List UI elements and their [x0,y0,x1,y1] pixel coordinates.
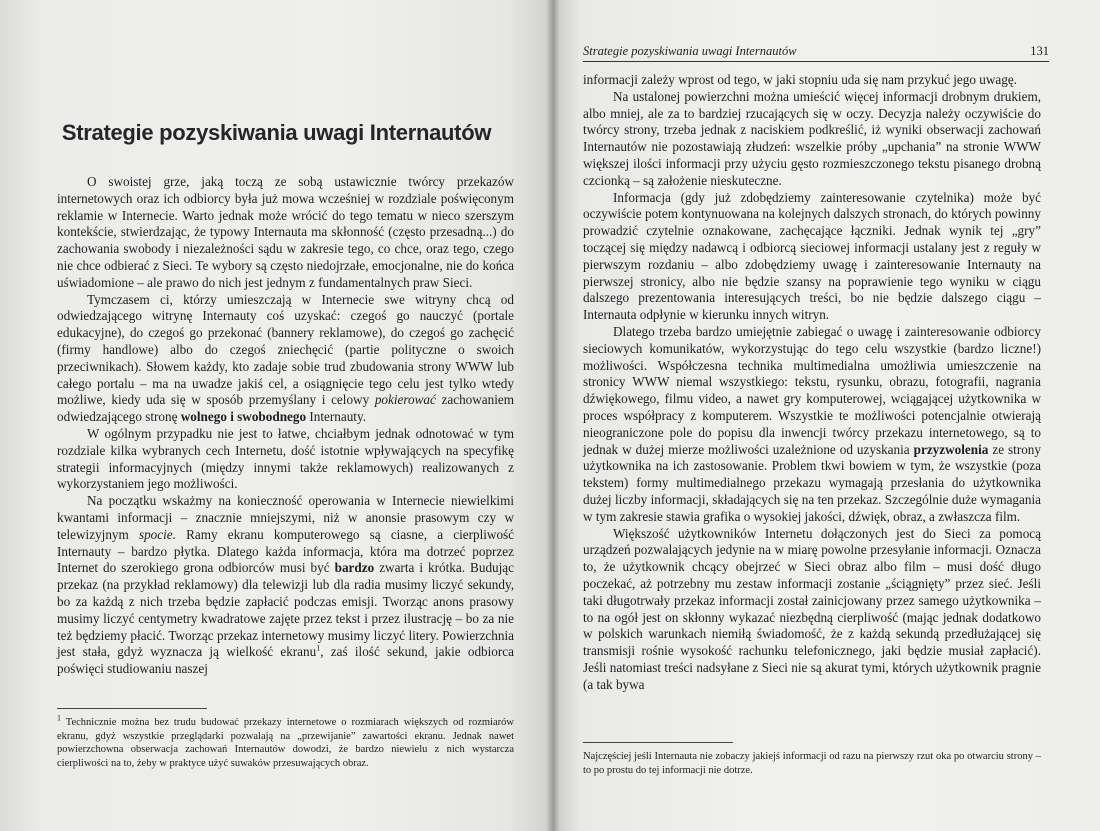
left-body-text [57,174,514,678]
paragraph: Tymczasem ci, którzy umieszczają w Internecie swe witryny chcą od odwiedzającego witrynę Internauty coś uzyskać: czegoś go nauczyć (portale edukacyjne), do czegoś go przekonać (bannery reklamowe), do czegoś go zachęcić (firmy handlowe) albo do czegoś zniechęcić (partie polityczne o swoich przeciwnikach). Słowem każdy, kto zadaje sobie trud zbudowania strony WWW lub całego portalu – ma na uwadze jakiś cel, a osiągnięcie tego celu jest tylko wtedy możliwe, kiedy uda się w sposób przemyślany i celowy pokierować zachowaniem odwiedzającego stronę wolnego i swobodnego Internauty. [57,291,515,425]
paragraph: Większość użytkowników Internetu dołączonych jest do Sieci za pomocą urządzeń pozwalających jedynie na w miarę powolne przesyłanie informacji. Oznacza to, że użytkownik chcący obejrzeć w Sieci obraz albo film – musi dość długo poczekać, aż potrzebny mu zestaw informacji zostanie „ściągnięty” przez sieć. Jeśli taki długotrwały przekaz informacji został zainicjowany przez samego użytkownika – to na ogół jest on skłonny wykazać niezbędną cierpliwość (mając jednak dodatkowo w polskich warunkach niemiłą świadomość, że z każdą sekundą przedłużającej się transmisji rośnie wysokość rachunku telefonicznego, jaki będzie musiał zapłacić). Jeśli natomiast treści nadsyłane z Sieci nie są akurat tymi, których użytkownik pragnie (a tak bywa [583,525,1041,692]
running-head-title: Strategie pozyskiwania uwagi Internautów [583,44,797,58]
book-gutter [546,0,560,831]
paragraph: Dlatego trzeba bardzo umiejętnie zabiegać o uwagę i zainteresowanie odbiorcy sieciowych komunikatów, wykorzystując do tego celu wszystkie (bardzo liczne!) możliwości. Współczesna technika multimedialna umożliwia umieszczenie na stronicy WWW niemal wszystkiego: tekstu, rysunku, obrazu, fotografii, nagrania dźwiękowego, filmu video, a nawet gry komputerowej, wciągającej użytkownika w proces współpracy z komputerem. Wszystkie te możliwości potencjalnie otwierają nieograniczone pole do popisu dla inwencji twórcy przekazu internetowego, są to jednak w dużej mierze możliwości uzależnione od uzyskania przyzwolenia ze strony użytkownika na ich zastosowanie. Problem tkwi bowiem w tym, że wszystkie (poza tekstem) formy multimedialnego przekazu wymagają przesłania do użytkownika dużej liczby informacji, składających się na ten przekaz. Szczególnie duże wymagania w tym zakresie stawia grafika o wysokiej jakości, dźwięk, obraz, a zwłaszcza film. [583,323,1041,524]
footnote-mark: 1 [57,713,61,723]
footnote: Najczęściej jeśli Internauta nie zobaczy jakiejś informacji od razu na pierwszy rzut oka po otwarciu strony – to po prostu do tej informacji nie dotrze. [583,751,1041,776]
running-head [583,44,1049,62]
right-page [553,0,1100,831]
footnote-rule [57,708,207,709]
footnote-reference: 1 [316,643,321,653]
footnote: $^1$ Technicznie można bez trudu budować przekazy internetowe o rozmiarach większych od rozmiarów ekranu, gdyż wszystkie przeglądarki pozwalają na „przewijanie” zawartości ekranu. Jednak nawet powierzchowna obserwacja zachowań Internautów dowodzi, że bardzo niewielu z nich wystarcza cierpliwości na to, żeby w praktyce użyć suwaków przesuwających obraz. [57,713,514,769]
paragraph: Informacja (gdy już zdobędziemy zainteresowanie czytelnika) może być oczywiście potem kontynuowana na kolejnych dalszych stronach, do których powinny prowadzić czytelnie oznakowane, zachęcające łączniki. Jednak wynik tej „gry” toczącej się między nadawcą i odbiorcą sieciowej informacji ustalany jest z reguły w pierwszym rozdaniu – albo zdobędziemy uwagę i zainteresowanie Internauty na pierwszej stronicy, albo nie będzie szansy na poprawienie tego wyniku w ciągu dalszego prezentowania interesujących treści, bo nie będzie dalszego ciągu – Internauta odpłynie w kierunku innych witryn. [583,189,1041,323]
page-number: 131 [1030,44,1049,58]
footnote-rule [583,742,733,743]
paragraph: O swoistej grze, jaką toczą ze sobą ustawicznie twórcy przekazów internetowych oraz ich odbiorcy była już mowa wcześniej w rozdziale poświęconym reklamie w Internecie. Warto jednak może wrócić do tego tematu w nieco szerszym kontekście, stwierdzając, że typowy Internauta ma skłonność (często przesadną...) do zachowania swobody i niezależności sądu w zakresie tego, co chce, oraz tego, czego nie chce odbierać z Sieci. Te wybory są często niedojrzałe, emocjonalne, nie do końca uświadomione – ale prawo do nich jest jednym z fundamentalnych praw Sieci. [57,174,514,290]
paragraph: W ogólnym przypadku nie jest to łatwe, chciałbym jednak odnotować w tym rozdziale kilka wybranych cech Internetu, dość istotnie wpływających na specyfikę strategii informacyjnych (między innymi także reklamowych) realizowanych z wykorzystaniem jego możliwości. [57,425,514,492]
paragraph: Na ustalonej powierzchni można umieścić więcej informacji drobnym drukiem, albo mniej, ale za to bardziej rzucających się w oczy. Decyzja należy oczywiście do twórcy strony, trzeba jednak z naciskiem podkreślić, iż wyniki obserwacji zachowań Internautów nie pozostawiają złudzeń: wszelkie próby „upchania” na stronie WWW większej ilości informacji przy użyciu gęsto rozmieszczonego tekstu pisanego drobną czcionką – są założenie nieskuteczne. [583,88,1041,188]
paragraph: informacji zależy wprost od tego, w jaki stopniu uda się nam przykuć jego uwagę. [583,72,1017,87]
paragraph: Na początku wskażmy na konieczność operowania w Internecie niewielkimi kwantami informacji – znacznie mniejszymi, niż w anonsie prasowym czy w telewizyjnym spocie. Ramy ekranu komputerowego są ciasne, a cierpliwość Internauty – bardzo płytka. Dlatego każda informacja, która ma dotrzeć poprzez Internet do szerokiego grona odbiorców musi być bardzo zwarta i krótka. Budując przekaz (na przykład reklamowy) dla telewizji lub dla radia musimy liczyć sekundy, bo za każdą z nich trzeba będzie zapłacić podczas emisji. Tworząc anons prasowy musimy liczyć centymetry kwadratowe zajęte przez tekst i przez ilustrację – bo za nie też będziemy płacić. Tworząc przekaz internetowy musimy liczyć litery. Powierzchnia jest stała, gdyż wyznacza ją wielkość ekranu$^1$, zaś ilość sekund, jakie odbiorca poświęci studiowaniu naszej [57,493,515,677]
chapter-title: Strategie pozyskiwania uwagi Internautów [61,120,492,145]
right-body-text [583,72,1041,693]
